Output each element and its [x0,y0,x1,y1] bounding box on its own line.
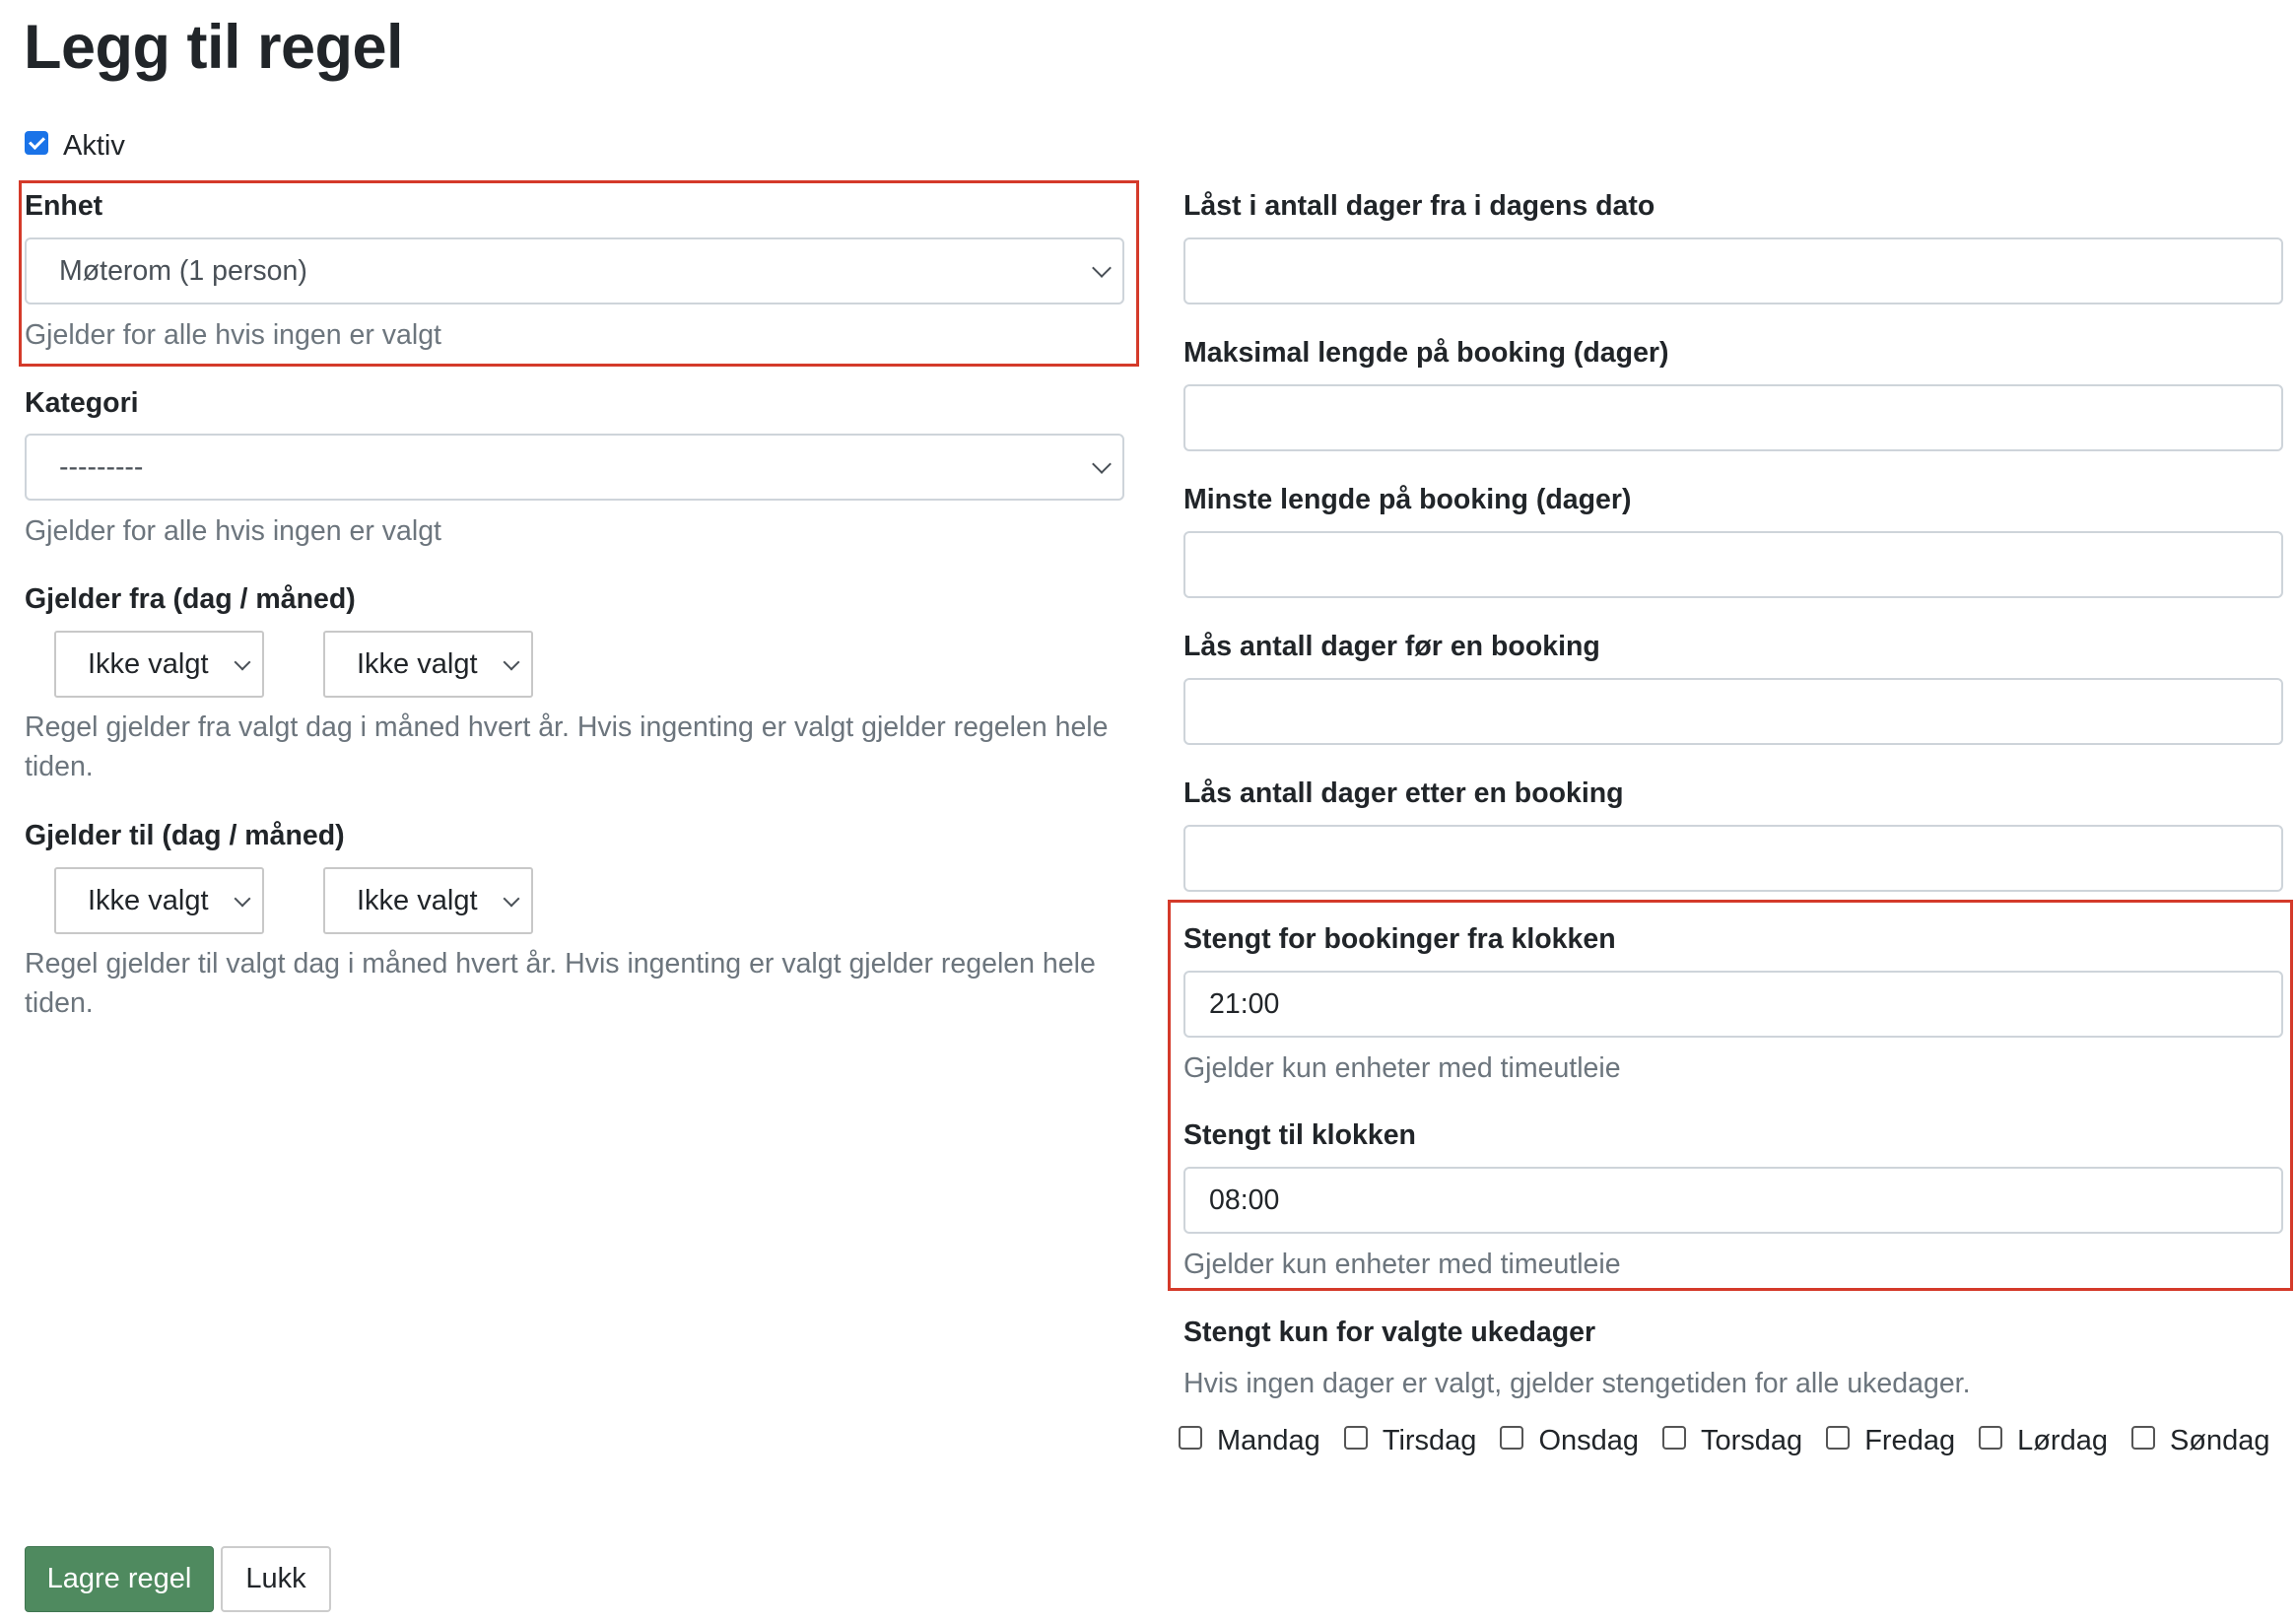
lock-after-label: Lås antall dager etter en booking [1183,777,1624,809]
weekday-label: Mandag [1217,1425,1320,1456]
weekday-thursday[interactable] [1662,1425,1802,1457]
weekday-friday[interactable] [1826,1425,1955,1457]
chevron-down-icon [235,891,251,908]
unit-help: Gjelder for alle hvis ingen er valgt [25,319,441,351]
valid-from-help: Regel gjelder fra valgt dag i måned hvert år. Hvis ingenting er valgt gjelder regelen hele tiden. [25,711,1109,782]
locked-days-input[interactable] [1183,237,2283,304]
valid-from-month-value: Ikke valgt [357,647,478,680]
valid-to-month-select[interactable] [323,867,533,934]
chevron-down-icon [1092,258,1112,278]
valid-to-day-value: Ikke valgt [88,884,209,916]
chevron-down-icon [504,654,520,671]
chevron-down-icon [504,891,520,908]
valid-to-day-select[interactable] [54,867,264,934]
weekday-checkbox[interactable] [1662,1426,1686,1450]
weekday-checkbox[interactable] [1500,1426,1523,1450]
min-length-input[interactable] [1183,531,2283,598]
weekdays-help: Hvis ingen dager er valgt, gjelder stengetiden for alle ukedager. [1183,1368,1971,1399]
weekday-label: Tirsdag [1382,1425,1477,1456]
page-title: Legg til regel [24,13,404,82]
weekday-checkbox[interactable] [1826,1426,1850,1450]
closed-to-label: Stengt til klokken [1183,1119,1416,1151]
max-length-label: Maksimal lengde på booking (dager) [1183,337,1669,369]
weekday-label: Søndag [2169,1425,2270,1456]
unit-select[interactable] [25,237,1124,304]
weekday-label: Lørdag [2017,1425,2108,1456]
lock-before-label: Lås antall dager før en booking [1183,631,1600,662]
valid-from-month-select[interactable] [323,631,533,698]
closed-from-input[interactable]: 21:00 [1183,971,2283,1038]
weekday-sunday[interactable] [2131,1425,2270,1457]
weekday-checkbox[interactable] [1344,1426,1368,1450]
weekday-checkbox[interactable] [2131,1426,2155,1450]
closed-to-help: Gjelder kun enheter med timeutleie [1183,1249,1621,1280]
weekday-saturday[interactable] [1979,1425,2108,1457]
valid-to-month-value: Ikke valgt [357,884,478,916]
close-button[interactable]: Lukk [221,1546,331,1612]
category-label: Kategori [25,387,139,419]
lock-before-input[interactable] [1183,678,2283,745]
category-help: Gjelder for alle hvis ingen er valgt [25,515,441,547]
closed-from-help: Gjelder kun enheter med timeutleie [1183,1052,1621,1084]
weekday-checkbox[interactable] [1979,1426,2002,1450]
weekdays-label: Stengt kun for valgte ukedager [1183,1317,1596,1348]
active-checkbox[interactable] [25,131,48,155]
locked-days-label: Låst i antall dager fra i dagens dato [1183,190,1655,222]
chevron-down-icon [1092,454,1112,474]
min-length-label: Minste lengde på booking (dager) [1183,484,1632,515]
weekday-monday[interactable] [1179,1425,1320,1457]
valid-from-day-select[interactable] [54,631,264,698]
chevron-down-icon [235,654,251,671]
category-select-value: --------- [59,450,144,483]
valid-from-day-value: Ikke valgt [88,647,209,680]
active-checkbox-row[interactable] [25,126,125,162]
valid-to-help: Regel gjelder til valgt dag i måned hvert år. Hvis ingenting er valgt gjelder regelen hele tiden. [25,948,1096,1019]
weekday-checkboxes [1179,1425,2294,1457]
closed-from-label: Stengt for bookinger fra klokken [1183,923,1616,955]
weekday-wednesday[interactable] [1500,1425,1639,1457]
lock-after-input[interactable] [1183,825,2283,892]
weekday-label: Onsdag [1538,1425,1640,1456]
max-length-input[interactable] [1183,384,2283,451]
category-select[interactable] [25,434,1124,501]
active-label: Aktiv [63,130,125,162]
weekday-label: Fredag [1864,1425,1956,1456]
weekday-tuesday[interactable] [1344,1425,1477,1457]
save-rule-button[interactable]: Lagre regel [25,1546,214,1612]
weekday-label: Torsdag [1701,1425,1803,1456]
valid-from-label: Gjelder fra (dag / måned) [25,583,356,615]
valid-to-label: Gjelder til (dag / måned) [25,820,345,851]
weekday-checkbox[interactable] [1179,1426,1202,1450]
unit-label: Enhet [25,190,103,222]
unit-select-value: Møterom (1 person) [59,254,307,287]
closed-to-input[interactable]: 08:00 [1183,1167,2283,1234]
